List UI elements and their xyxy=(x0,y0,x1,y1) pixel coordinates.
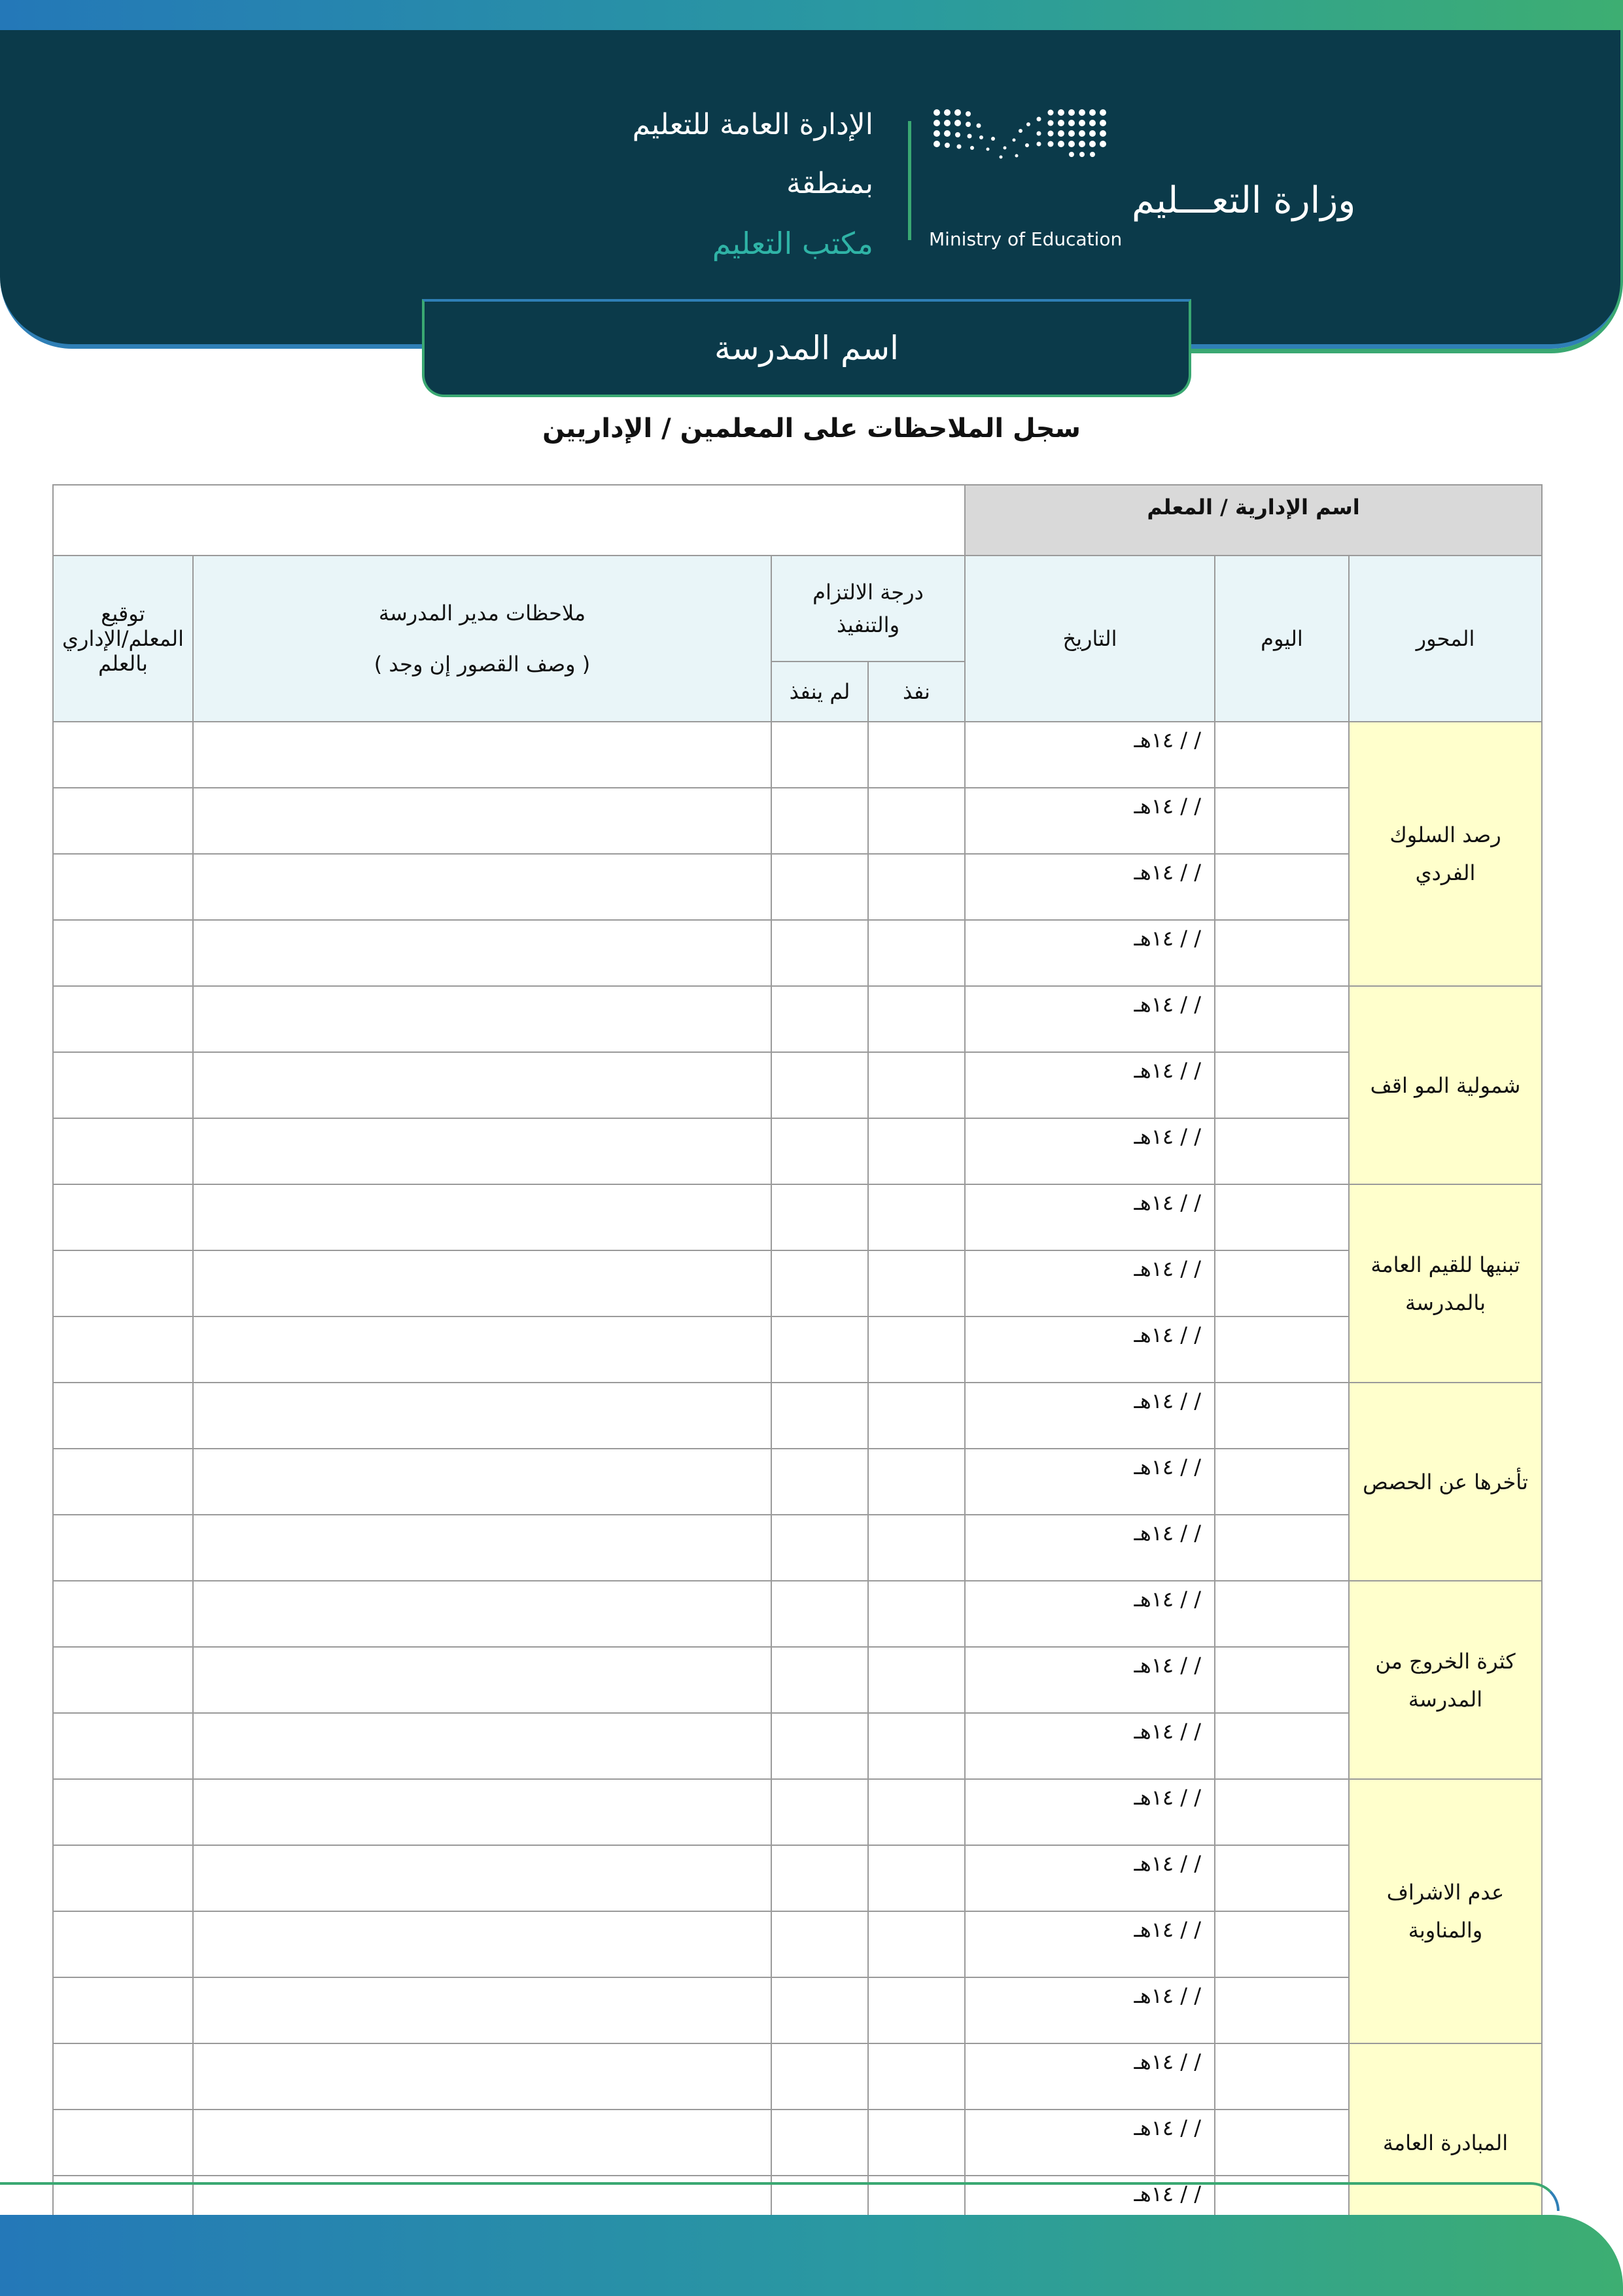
day-cell[interactable] xyxy=(1215,1118,1349,1184)
axis-cell xyxy=(1349,722,1542,986)
done-cell[interactable] xyxy=(868,1713,965,1779)
day-cell[interactable] xyxy=(1215,1449,1349,1515)
notes-cell[interactable] xyxy=(193,722,771,788)
done-cell[interactable] xyxy=(868,1118,965,1184)
axis-label-line1: عدم الاشراف xyxy=(1386,1880,1505,1905)
done-cell[interactable] xyxy=(868,1250,965,1316)
not-done-cell[interactable] xyxy=(771,1779,868,1845)
day-cell[interactable] xyxy=(1215,1184,1349,1250)
day-cell[interactable] xyxy=(1215,788,1349,854)
not-done-cell[interactable] xyxy=(771,1647,868,1713)
day-cell[interactable] xyxy=(1215,1647,1349,1713)
not-done-cell[interactable] xyxy=(771,788,868,854)
date-cell[interactable]: / / ١٤هـ xyxy=(965,1383,1215,1449)
date-cell[interactable]: / / ١٤هـ xyxy=(965,1118,1215,1184)
date-cell[interactable]: / / ١٤هـ xyxy=(965,1713,1215,1779)
table-row xyxy=(53,1118,1542,1184)
notes-cell[interactable] xyxy=(193,986,771,1052)
signature-cell[interactable] xyxy=(53,1845,193,1911)
day-cell[interactable] xyxy=(1215,1581,1349,1647)
day-cell[interactable] xyxy=(1215,2110,1349,2176)
notes-cell[interactable] xyxy=(193,1316,771,1383)
notes-cell[interactable] xyxy=(193,920,771,986)
notes-cell[interactable] xyxy=(193,1250,771,1316)
table-row xyxy=(53,722,1542,788)
not-done-cell[interactable] xyxy=(771,1977,868,2043)
done-cell[interactable] xyxy=(868,920,965,986)
axis-label-line1: كثرة الخروج من xyxy=(1375,1648,1516,1674)
done-cell[interactable] xyxy=(868,1581,965,1647)
axis-label-line2: الفردي xyxy=(1415,860,1476,885)
notes-cell[interactable] xyxy=(193,1184,771,1250)
day-cell[interactable] xyxy=(1215,1316,1349,1383)
table-row xyxy=(53,1449,1542,1515)
date-header: التاريخ xyxy=(965,556,1215,722)
date-cell[interactable]: / / ١٤هـ xyxy=(965,1977,1215,2043)
signature-cell[interactable] xyxy=(53,1383,193,1449)
signature-cell[interactable] xyxy=(53,854,193,920)
not-done-cell[interactable] xyxy=(771,1184,868,1250)
table-row xyxy=(53,788,1542,854)
org-line-region: بمنطقة xyxy=(786,167,873,200)
table-row xyxy=(53,920,1542,986)
signature-cell[interactable] xyxy=(53,788,193,854)
top-gradient-strip xyxy=(0,0,1623,30)
date-cell[interactable]: / / ١٤هـ xyxy=(965,2176,1215,2242)
axis-label-line1: تبنيها للقيم العامة xyxy=(1370,1252,1520,1277)
signature-cell[interactable] xyxy=(53,722,193,788)
date-cell[interactable]: / / ١٤هـ xyxy=(965,1449,1215,1515)
not-done-cell[interactable] xyxy=(771,2043,868,2110)
done-cell[interactable] xyxy=(868,1316,965,1383)
signature-cell[interactable] xyxy=(53,986,193,1052)
footer-line xyxy=(0,2182,1560,2211)
name-value-field[interactable] xyxy=(53,485,965,556)
signature-cell[interactable] xyxy=(53,2110,193,2176)
table-row xyxy=(53,1383,1542,1449)
day-cell[interactable] xyxy=(1215,1779,1349,1845)
axis-header: المحور xyxy=(1349,556,1542,722)
signature-cell[interactable] xyxy=(53,1250,193,1316)
not-done-cell[interactable] xyxy=(771,1250,868,1316)
not-done-cell[interactable] xyxy=(771,1383,868,1449)
school-name-box: اسم المدرسة xyxy=(422,299,1191,397)
axis-cell xyxy=(1349,986,1542,1184)
day-cell[interactable] xyxy=(1215,1977,1349,2043)
footer-band xyxy=(0,2215,1623,2296)
date-cell[interactable]: / / ١٤هـ xyxy=(965,920,1215,986)
not-done-cell[interactable] xyxy=(771,1118,868,1184)
day-cell[interactable] xyxy=(1215,1515,1349,1581)
date-cell[interactable]: / / ١٤هـ xyxy=(965,1052,1215,1118)
org-line-office: مكتب التعليم xyxy=(712,226,873,261)
not-done-cell[interactable] xyxy=(771,920,868,986)
table-row xyxy=(53,1250,1542,1316)
axis-label-line2: والمناوبة xyxy=(1408,1918,1483,1943)
date-cell[interactable]: / / ١٤هـ xyxy=(965,1581,1215,1647)
day-header: اليوم xyxy=(1215,556,1349,722)
done-cell[interactable] xyxy=(868,1977,965,2043)
signature-cell[interactable] xyxy=(53,1184,193,1250)
notes-cell[interactable] xyxy=(193,1779,771,1845)
notes-header xyxy=(193,556,771,722)
table-row xyxy=(53,1316,1542,1383)
day-cell[interactable] xyxy=(1215,1845,1349,1911)
not-done-cell[interactable] xyxy=(771,2110,868,2176)
table-row xyxy=(53,1911,1542,1977)
not-done-cell[interactable] xyxy=(771,1449,868,1515)
notes-cell[interactable] xyxy=(193,2043,771,2110)
notes-cell[interactable] xyxy=(193,1449,771,1515)
signature-cell[interactable] xyxy=(53,2043,193,2110)
header-divider xyxy=(908,121,911,240)
axis-label-line1: تأخرها عن الحصص xyxy=(1363,1469,1528,1494)
date-cell[interactable]: / / ١٤هـ xyxy=(965,1316,1215,1383)
name-label: اسم الإدارية / المعلم xyxy=(965,485,1542,556)
axis-cell xyxy=(1349,1581,1542,1779)
signature-header xyxy=(53,556,193,722)
day-cell[interactable] xyxy=(1215,1052,1349,1118)
axis-cell xyxy=(1349,1779,1542,2043)
signature-cell[interactable] xyxy=(53,1118,193,1184)
signature-header-line3: بالعلم xyxy=(98,651,148,676)
org-line-general-admin: الإدارة العامة للتعليم xyxy=(632,108,873,141)
notes-cell[interactable] xyxy=(193,1647,771,1713)
table-row xyxy=(53,1977,1542,2043)
commitment-header-line2: والتنفيذ xyxy=(836,612,900,637)
signature-cell[interactable] xyxy=(53,1449,193,1515)
day-cell[interactable] xyxy=(1215,722,1349,788)
notes-cell[interactable] xyxy=(193,1515,771,1581)
day-cell[interactable] xyxy=(1215,986,1349,1052)
axis-label-line1: المبادرة العامة xyxy=(1382,2130,1509,2155)
done-cell[interactable] xyxy=(868,2110,965,2176)
table-row xyxy=(53,1581,1542,1647)
signature-cell[interactable] xyxy=(53,1713,193,1779)
notes-cell[interactable] xyxy=(193,1581,771,1647)
not-done-cell[interactable] xyxy=(771,1845,868,1911)
done-cell[interactable] xyxy=(868,722,965,788)
signature-cell[interactable] xyxy=(53,1581,193,1647)
document-title: سجل الملاحظات على المعلمين / الإداريين xyxy=(542,414,1081,444)
signature-cell[interactable] xyxy=(53,1977,193,2043)
date-cell[interactable]: / / ١٤هـ xyxy=(965,1184,1215,1250)
date-cell[interactable]: / / ١٤هـ xyxy=(965,1647,1215,1713)
table-row xyxy=(53,1779,1542,1845)
done-cell[interactable] xyxy=(868,1052,965,1118)
axis-label-line2: بالمدرسة xyxy=(1405,1290,1486,1315)
notes-header-line1: ملاحظات مدير المدرسة xyxy=(378,601,586,626)
notes-cell[interactable] xyxy=(193,1845,771,1911)
observation-table xyxy=(52,484,1543,2242)
date-cell[interactable]: / / ١٤هـ xyxy=(965,1779,1215,1845)
signature-cell[interactable] xyxy=(53,1647,193,1713)
table-row xyxy=(53,986,1542,1052)
date-cell[interactable]: / / ١٤هـ xyxy=(965,986,1215,1052)
notes-cell[interactable] xyxy=(193,788,771,854)
not-done-cell[interactable] xyxy=(771,854,868,920)
axis-cell xyxy=(1349,2043,1542,2242)
commitment-header-line1: درجة الالتزام xyxy=(812,580,924,605)
logo-dots xyxy=(934,109,1106,159)
date-cell[interactable]: / / ١٤هـ xyxy=(965,1911,1215,1977)
table-row xyxy=(53,1052,1542,1118)
table-row xyxy=(53,1647,1542,1713)
notes-header-line2: ( وصف القصور إن وجد ) xyxy=(374,652,591,677)
date-cell[interactable]: / / ١٤هـ xyxy=(965,854,1215,920)
done-cell[interactable] xyxy=(868,1383,965,1449)
done-cell[interactable] xyxy=(868,986,965,1052)
not-done-cell[interactable] xyxy=(771,1713,868,1779)
not-done-cell[interactable] xyxy=(771,986,868,1052)
day-cell[interactable] xyxy=(1215,854,1349,920)
done-cell[interactable] xyxy=(868,1184,965,1250)
notes-cell[interactable] xyxy=(193,1383,771,1449)
date-cell[interactable]: / / ١٤هـ xyxy=(965,722,1215,788)
done-cell[interactable] xyxy=(868,788,965,854)
table-row xyxy=(53,1713,1542,1779)
date-cell[interactable]: / / ١٤هـ xyxy=(965,2110,1215,2176)
notes-cell[interactable] xyxy=(193,2110,771,2176)
signature-cell[interactable] xyxy=(53,1779,193,1845)
notes-cell[interactable] xyxy=(193,854,771,920)
not-done-cell[interactable] xyxy=(771,1316,868,1383)
table-row xyxy=(53,2043,1542,2110)
notes-cell[interactable] xyxy=(193,1977,771,2043)
signature-header-line1: توقيع xyxy=(101,601,145,626)
day-cell[interactable] xyxy=(1215,2043,1349,2110)
done-cell[interactable] xyxy=(868,1845,965,1911)
table-row xyxy=(53,2110,1542,2176)
done-cell[interactable] xyxy=(868,2043,965,2110)
notes-cell[interactable] xyxy=(193,1118,771,1184)
axis-cell xyxy=(1349,1184,1542,1383)
signature-header-line2: المعلم/الإداري xyxy=(61,626,184,651)
day-cell[interactable] xyxy=(1215,920,1349,986)
date-cell[interactable]: / / ١٤هـ xyxy=(965,1845,1215,1911)
not-done-cell[interactable] xyxy=(771,1581,868,1647)
not-done-cell[interactable] xyxy=(771,1052,868,1118)
ministry-logo-icon xyxy=(929,105,1356,255)
notes-cell[interactable] xyxy=(193,1911,771,1977)
notes-cell[interactable] xyxy=(193,1713,771,1779)
logo-english-text: Ministry of Education xyxy=(929,228,1123,250)
signature-cell[interactable] xyxy=(53,1515,193,1581)
axis-cell xyxy=(1349,1383,1542,1581)
date-cell[interactable]: / / ١٤هـ xyxy=(965,1515,1215,1581)
table-row xyxy=(53,1184,1542,1250)
done-header: نفذ xyxy=(868,662,965,722)
not-done-cell[interactable] xyxy=(771,722,868,788)
axis-label-line1: شمولية المو اقف xyxy=(1370,1072,1521,1098)
done-cell[interactable] xyxy=(868,854,965,920)
done-cell[interactable] xyxy=(868,1515,965,1581)
done-cell[interactable] xyxy=(868,1779,965,1845)
logo-arabic-text: وزارة التعـــليم xyxy=(1132,179,1356,222)
notes-cell[interactable] xyxy=(193,1052,771,1118)
not-done-header: لم ينفذ xyxy=(771,662,868,722)
day-cell[interactable] xyxy=(1215,1911,1349,1977)
signature-cell[interactable] xyxy=(53,1911,193,1977)
table-row xyxy=(53,1515,1542,1581)
signature-cell[interactable] xyxy=(53,1316,193,1383)
signature-cell[interactable] xyxy=(53,1052,193,1118)
axis-label-line1: رصد السلوك xyxy=(1389,822,1501,847)
axis-label-line2: المدرسة xyxy=(1408,1686,1483,1712)
table-row xyxy=(53,1845,1542,1911)
not-done-cell[interactable] xyxy=(771,1515,868,1581)
date-cell[interactable]: / / ١٤هـ xyxy=(965,2043,1215,2110)
day-cell[interactable] xyxy=(1215,1713,1349,1779)
done-cell[interactable] xyxy=(868,1449,965,1515)
date-cell[interactable]: / / ١٤هـ xyxy=(965,788,1215,854)
table-row xyxy=(53,854,1542,920)
done-cell[interactable] xyxy=(868,1911,965,1977)
not-done-cell[interactable] xyxy=(771,1911,868,1977)
date-cell[interactable]: / / ١٤هـ xyxy=(965,1250,1215,1316)
done-cell[interactable] xyxy=(868,1647,965,1713)
day-cell[interactable] xyxy=(1215,1250,1349,1316)
commitment-header xyxy=(771,556,965,662)
signature-cell[interactable] xyxy=(53,920,193,986)
day-cell[interactable] xyxy=(1215,1383,1349,1449)
